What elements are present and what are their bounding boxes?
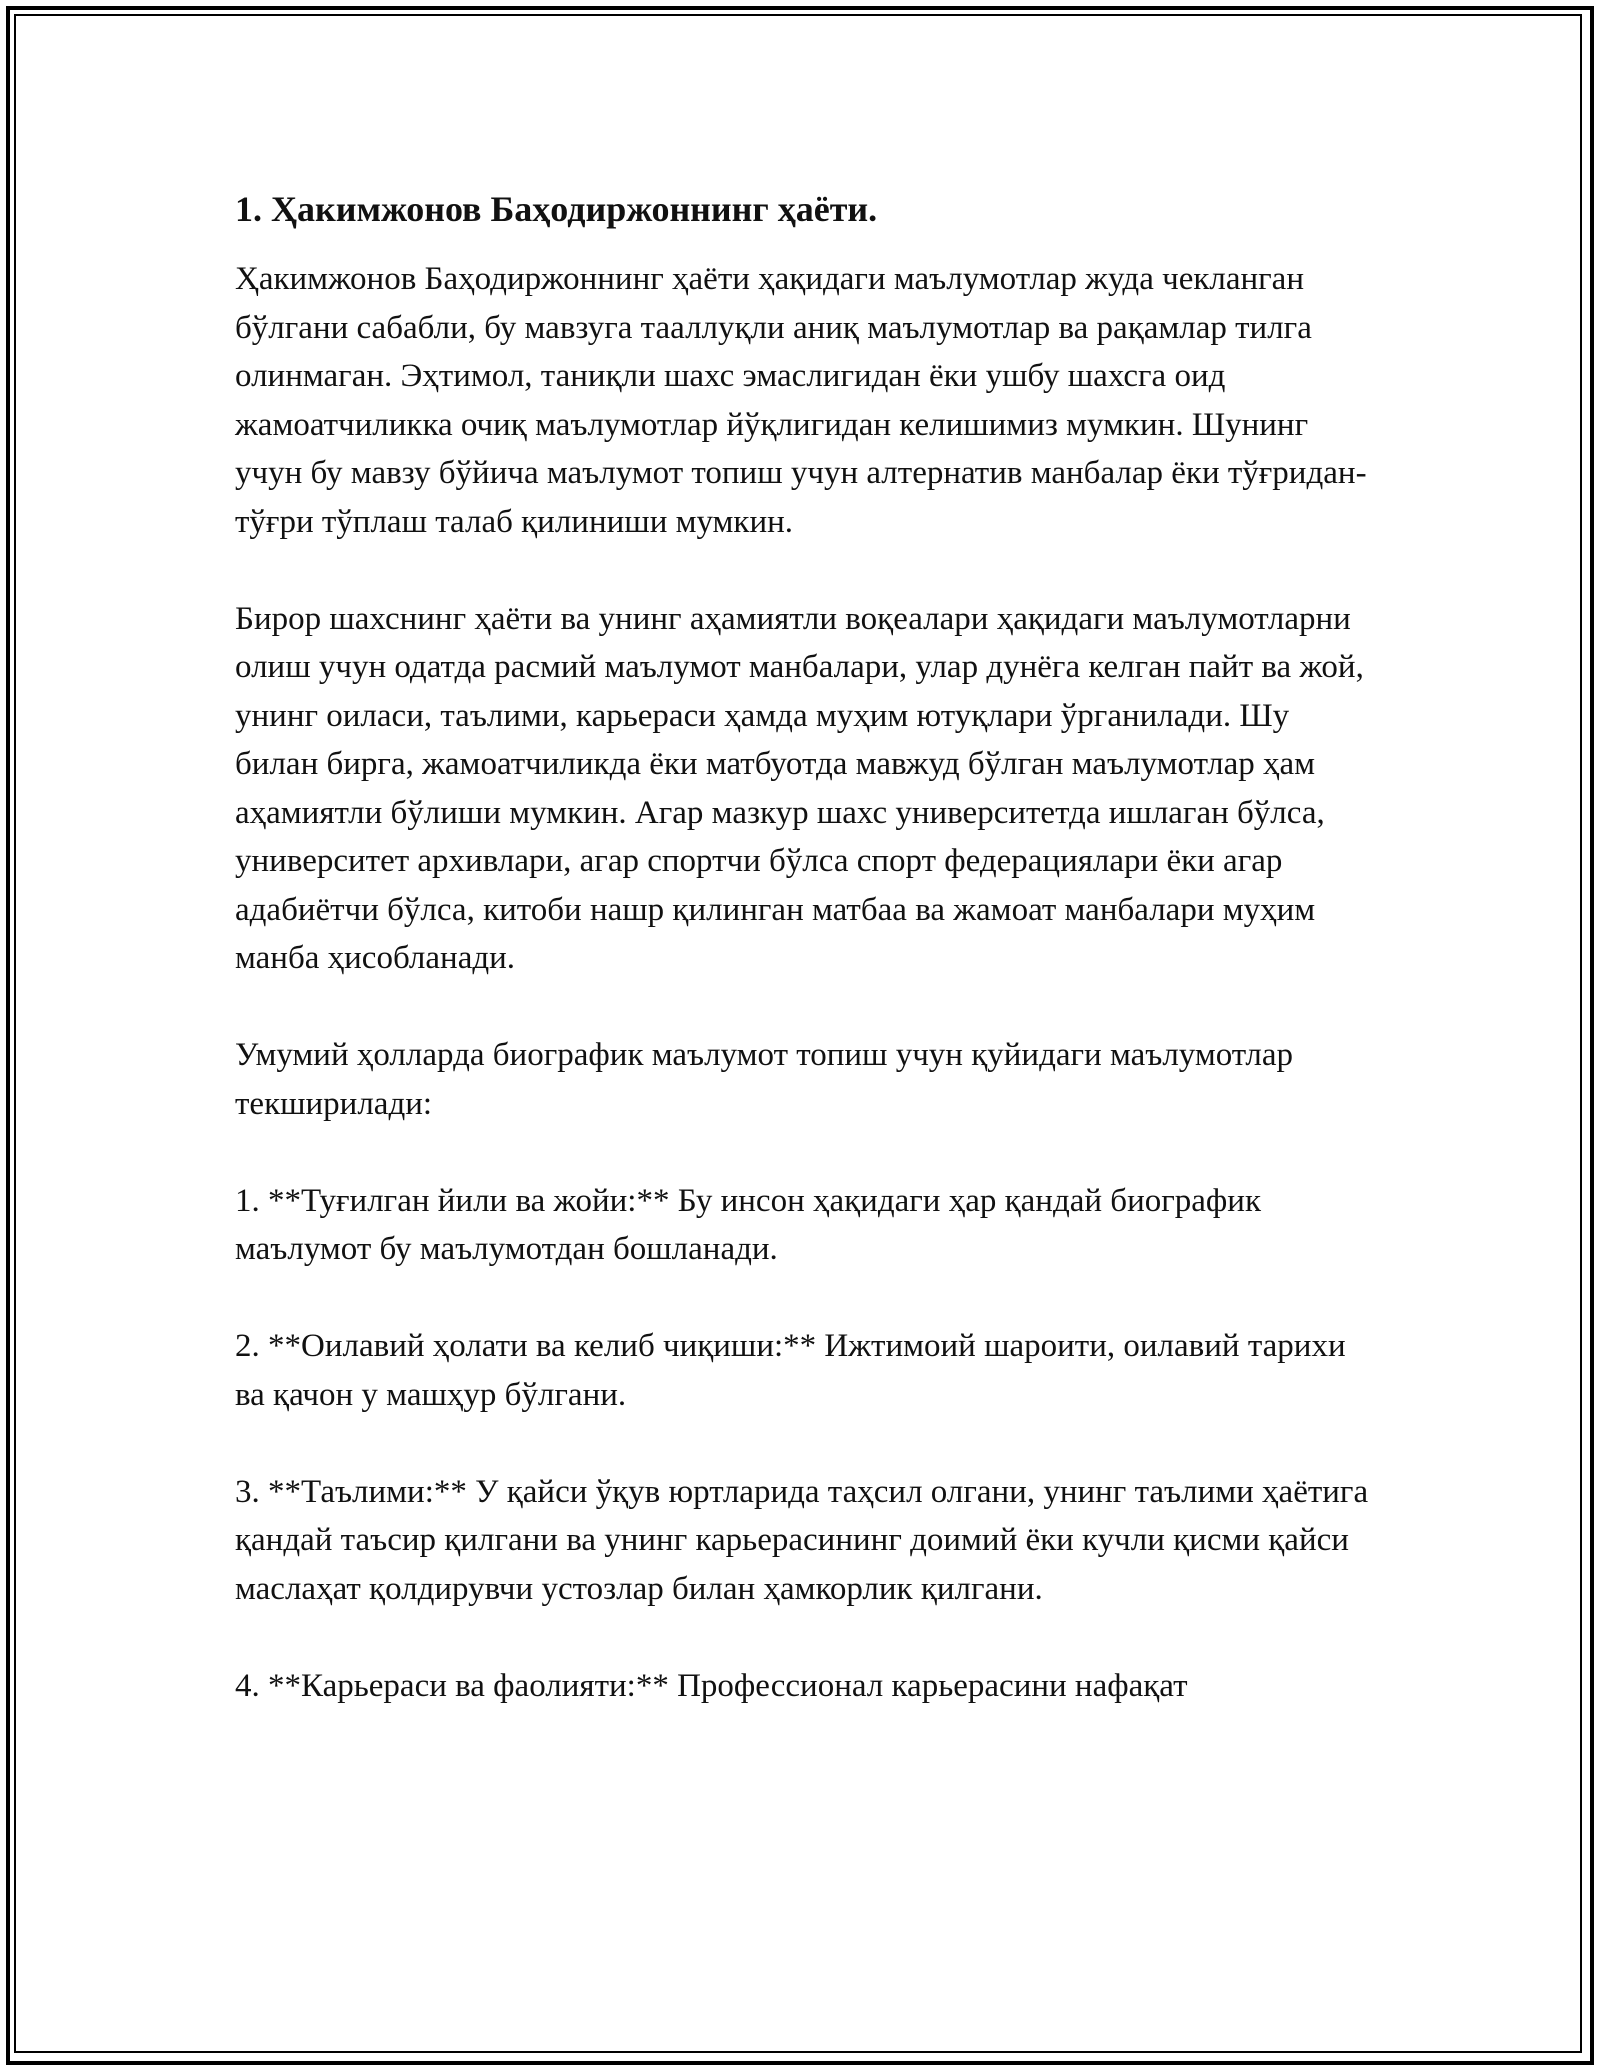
paragraph-intro: Ҳакимжонов Баҳодиржоннинг ҳаёти ҳақидаги маълумотлар жуда чекланган бўлгани сабабли, бу мавзуга тааллуқли аниқ маълумотлар ва рақамлар тилга олинмаган. Эҳтимол, таниқли шахс эмаслигидан ёки ушбу шахсга оид жамоатчиликка очиқ маълумотлар йўқлигидан келишимиз мумкин. Шунинг учун бу мавзу бўйича маълумот топиш учун алтернатив манбалар ёки тўғридан-тўғри тўплаш талаб қилиниши мумкин.	[235, 261, 1367, 540]
list-item-birth: 1. **Туғилган йили ва жойи:** Бу инсон ҳақидаги ҳар қандай биографик маълумот бу маълумотдан бошланади.	[235, 1182, 1261, 1267]
paragraph-checklist-intro: Умумий ҳолларда биографик маълумот топиш учун қуйидаги маълумотлар текширилади:	[235, 1037, 1294, 1122]
list-item-career: 4. **Карьераси ва фаолияти:** Профессионал карьерасини нафақат	[235, 1667, 1188, 1704]
section-heading: 1. Ҳакимжонов Баҳодиржоннинг ҳаёти.	[235, 189, 878, 229]
list-item-family: 2. **Оилавий ҳолати ва келиб чиқиши:** Ижтимоий шароити, оилавий тарихи ва қачон у машҳур бўлгани.	[235, 1328, 1346, 1413]
document-body	[235, 185, 1375, 1710]
list-item-education: 3. **Таълими:** У қайси ўқув юртларида таҳсил олгани, унинг таълими ҳаётига қандай таъсир қилгани ва унинг карьерасининг доимий ёки кучли қисми қайси маслаҳат қолдирувчи устозлар билан ҳамкорлик қилгани.	[235, 1473, 1369, 1607]
paragraph-sources: Бирор шахснинг ҳаёти ва унинг аҳамиятли воқеалари ҳақидаги маълумотларни олиш учун одатда расмий маълумот манбалари, улар дунёга келган пайт ва жой, унинг оиласи, таълими, карьераси ҳамда муҳим ютуқлари ўрганилади. Шу билан бирга, жамоатчиликда ёки матбуотда мавжуд бўлган маълумотлар ҳам аҳамиятли бўлиши мумкин. Агар мазкур шахс университетда ишлаган бўлса, университет архивлари, агар спортчи бўлса спорт федерациялари ёки агар адабиётчи бўлса, китоби нашр қилинган матбаа ва жамоат манбалари муҳим манба ҳисобланади.	[235, 600, 1364, 976]
